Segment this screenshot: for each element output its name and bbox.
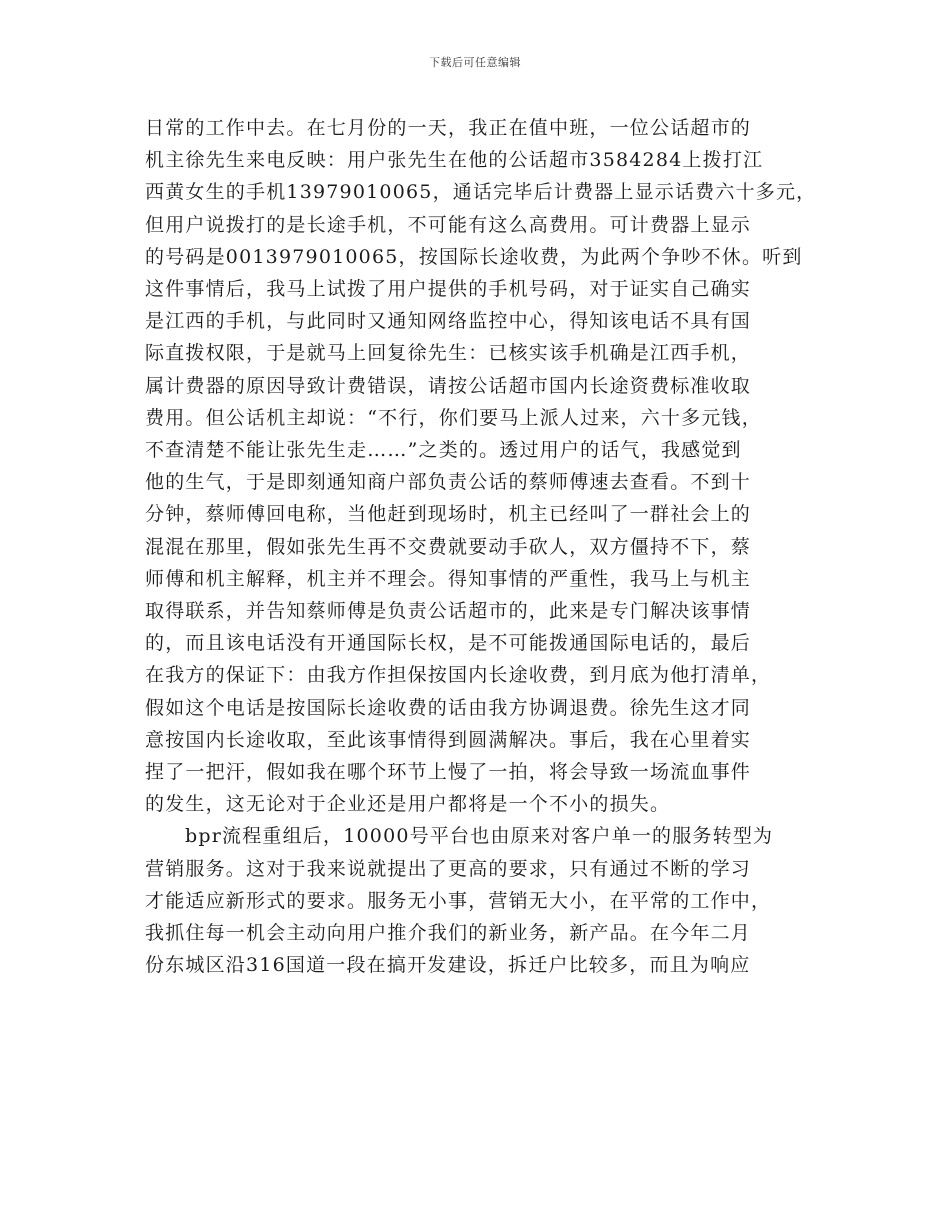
text-line: 份东城区沿316国道一段在搞开发建设，拆迁户比较多，而且为响应 [145,954,751,977]
text-line: 混混在那里，假如张先生再不交费就要动手砍人，双方僵持不下，蔡 [145,535,752,558]
text-line: 才能适应新形式的要求。服务无小事，营销无大小，在平常的工作中， [145,889,772,912]
text-line: 但用户说拨打的是长途手机，不可能有这么高费用。可计费器上显示 [145,213,752,236]
text-line: 费用。但公话机主却说：“不行，你们要马上派人过来，六十多元钱， [145,406,762,429]
text-line: 属计费器的原因导致计费错误，请按公话超市国内长途资费标准收取 [145,374,752,397]
text-line: 捏了一把汗，假如我在哪个环节上慢了一拍，将会导致一场流血事件 [145,761,752,783]
text-line: 取得联系，并告知蔡师傅是负责公话超市的，此来是专门解决该事情 [145,600,752,622]
text-line: 分钟，蔡师傅回电称，当他赶到现场时，机主已经叫了一群社会上的 [145,503,752,526]
text-line: 日常的工作中去。在七月份的一天，我正在值中班，一位公话超市的 [145,117,752,139]
text-line: 的，而且该电话没有开通国际长权，是不可能拨通国际电话的，最后 [145,632,752,655]
text-line: 际直拨权限，于是就马上回复徐先生：已核实该手机确是江西手机， [145,342,752,365]
text-line: 是江西的手机，与此同时又通知网络监控中心，得知该电话不具有国 [145,310,752,333]
text-line: 我抓住每一机会主动向用户推介我们的新业务，新产品。在今年二月 [145,922,752,944]
text-line: 机主徐先生来电反映：用户张先生在他的公话超市3584284上拨打江 [145,149,764,172]
text-line: 的发生，这无论对于企业还是用户都将是一个不小的损失。 [145,793,671,816]
text-line: 在我方的保证下：由我方作担保按国内长途收费，到月底为他打清单， [145,664,772,687]
text-line: 的号码是0013979010065，按国际长途收费，为此两个争吵不休。听到 [145,245,803,268]
text-line: 这件事情后，我马上试拨了用户提供的手机号码，对于证实自己确实 [145,278,752,300]
text-line: 不查清楚不能让张先生走……”之类的。透过用户的话气，我感觉到 [145,439,742,461]
text-line: 营销服务。这对于我来说就提出了更高的要求，只有通过不断的学习 [145,857,752,880]
text-line: 师傅和机主解释，机主并不理会。得知事情的严重性，我马上与机主 [145,567,752,590]
text-line-paragraph-start: bpr流程重组后，10000号平台也由原来对客户单一的服务转型为 [185,825,774,848]
text-line: 西黄女生的手机13979010065，通话完毕后计费器上显示话费六十多元， [145,181,817,204]
text-line: 意按国内长途收取，至此该事情得到圆满解决。事后，我在心里着实 [145,728,752,751]
text-line: 假如这个电话是按国际长途收费的话由我方协调退费。徐先生这才同 [145,696,752,719]
page-header: 下载后可任意编辑 [429,56,521,69]
text-line: 他的生气，于是即刻通知商户部负责公话的蔡师傅速去查看。不到十 [145,471,752,494]
